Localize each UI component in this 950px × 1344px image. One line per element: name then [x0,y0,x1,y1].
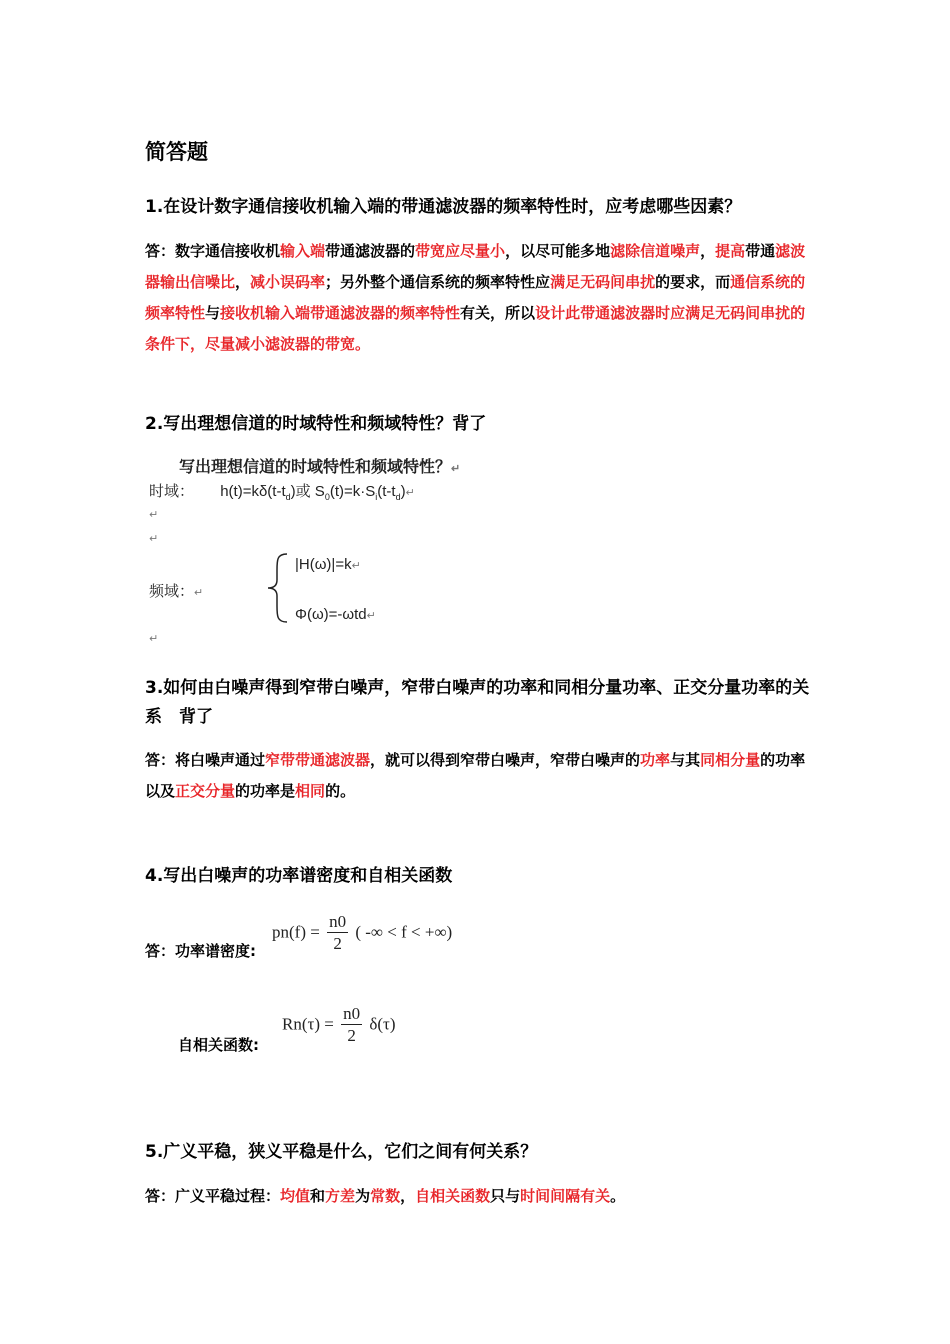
answer-text: ，就可以得到窄带白噪声，窄带白噪声的 [370,751,641,769]
answer-text: 答：数字通信接收机 [145,242,281,260]
freq-domain-label: 频域：↵ [149,583,204,600]
return-mark: ↵ [149,632,159,645]
answer-text: 与 [205,304,221,322]
answer-text: 只与 [490,1187,521,1205]
highlight-text: 设计此带通滤波器时应满足无码间串扰的条件下，尽量减小滤波器的带宽。 [145,304,806,353]
psd-formula: pn(f) = $\frac{n0}{2}$ ( -∞ < f < +∞) [272,912,453,953]
highlight-text: 滤波器输出信噪比 [145,242,806,291]
answer-text: 的功率是 [235,782,296,800]
question-1: 1.在设计数字通信接收机输入端的带通滤波器的频率特性时，应考虑哪些因素？ [145,197,742,217]
highlight-text: 提高 [715,242,746,260]
curly-brace-icon [265,552,291,624]
image-heading: 写出理想信道的时域特性和频域特性？↵ [179,459,461,476]
freq-phase: Φ(ω)=-ωtd↵ [295,606,376,623]
highlight-text: 自相关函数 [415,1187,491,1205]
answer-text: ， [700,242,716,260]
answer-text: ，以尽可能多地 [505,242,611,260]
page-title: 简答题 [145,140,208,164]
answer-text: ；另外整个通信系统的频率特性应 [325,273,551,291]
highlight-text: 减小误码率 [250,273,326,291]
highlight-text: 方差 [325,1187,356,1205]
return-mark: ↵ [149,508,159,521]
highlight-text: 接收机输入端带通滤波器的频率特性 [220,304,461,322]
answer-text: 有关，所以 [460,304,536,322]
answer-5 [145,1181,815,1212]
answer-3 [145,745,815,807]
highlight-text: 通信系统的频率特性 [145,273,806,322]
answer-text: 答：广义平稳过程： [145,1187,281,1205]
highlight-text: 正交分量 [175,782,236,800]
return-mark: ↵ [149,532,159,545]
highlight-text: 同相分量 [700,751,761,769]
highlight-text: 带宽应尽量小 [415,242,506,260]
answer-text: 带通 [745,242,776,260]
answer-text: 带通滤波器的 [325,242,416,260]
freq-magnitude: |H(ω)|=k↵ [295,556,361,573]
question-3: 3.如何由白噪声得到窄带白噪声，窄带白噪声的功率和同相分量功率、正交分量功率的关系 背了 [145,678,810,727]
highlight-text: 输入端 [280,242,326,260]
answer-text: 的。 [325,782,356,800]
acf-label: 自相关函数: [178,1036,259,1054]
highlight-text: 功率 [640,751,671,769]
answer-text: 。 [610,1187,626,1205]
highlight-text: 满足无码间串扰 [550,273,656,291]
highlight-text: 均值 [280,1187,311,1205]
highlight-text: 滤除信道噪声 [610,242,701,260]
answer-text: 为 [355,1187,371,1205]
answer-text: 与其 [670,751,701,769]
highlight-text: 时间间隔有关 [520,1187,611,1205]
highlight-text: 常数 [370,1187,401,1205]
acf-formula: Rn(τ) = $\frac{n0}{2}$ δ(τ) [282,1004,396,1045]
question-2: 2.写出理想信道的时域特性和频域特性？背了 [145,414,487,434]
answer-text: 的要求，而 [655,273,731,291]
highlight-text: 相同 [295,782,326,800]
highlight-text: 窄带带通滤波器 [265,751,371,769]
answer-text: 和 [310,1187,326,1205]
answer-text: ， [235,273,251,291]
answer-1 [145,236,815,360]
question-5: 5.广义平稳，狭义平稳是什么，它们之间有何关系？ [145,1142,538,1162]
psd-label: 答：功率谱密度: [145,942,256,960]
question-4: 4.写出白噪声的功率谱密度和自相关函数 [145,866,453,886]
answer-text: ， [400,1187,416,1205]
ideal-channel-image [145,448,485,648]
time-domain-row: 时域： $h(t)=k\delta(t-t_d)$或 $S_0(t)=k\cdot S_i(t-t_d)↵$ [149,483,415,502]
answer-text: 答：将白噪声通过 [145,751,266,769]
answer-text: 的功率以及 [145,751,806,800]
